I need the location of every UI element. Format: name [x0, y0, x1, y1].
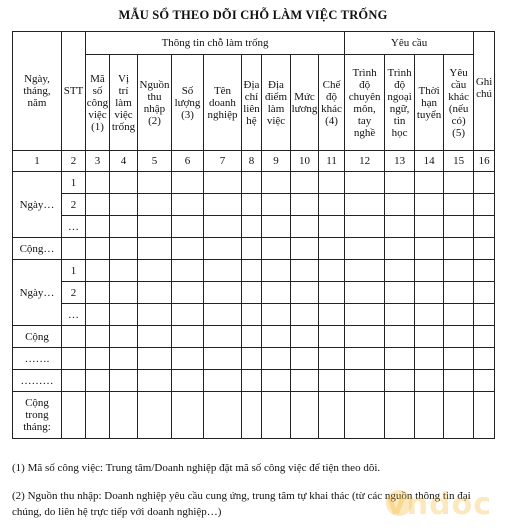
stt-cell: … [62, 216, 86, 238]
column-number: 6 [172, 151, 204, 172]
table-row [13, 326, 495, 348]
header-stt: STT [62, 32, 86, 151]
header-language-it-level: Trình độ ngoại ngữ, tin học [385, 55, 415, 151]
header-company-name: Tên doanh nghiệp [204, 55, 242, 151]
header-other-benefits: Chế độ khác (4) [319, 55, 345, 151]
column-number: 11 [319, 151, 345, 172]
column-number: 10 [291, 151, 319, 172]
column-number: 4 [110, 151, 138, 172]
table-row [13, 238, 495, 260]
stt-cell: 2 [62, 194, 86, 216]
table-row [13, 260, 495, 282]
stt-cell: 1 [62, 172, 86, 194]
header-other-requirements: Yêu cầu khác (nếu có) (5) [444, 55, 474, 151]
column-number: 16 [474, 151, 495, 172]
header-group-requirements: Yêu cầu [345, 32, 474, 55]
header-salary: Mức lương [291, 55, 319, 151]
vacancy-tracking-table [12, 31, 495, 439]
table-row-monthly-total [13, 392, 495, 439]
header-vacant-position: Vị trí làm việc trống [110, 55, 138, 151]
header-date: Ngày, tháng, năm [13, 32, 62, 151]
page-title: MẪU SỔ THEO DÕI CHỖ LÀM VIỆC TRỐNG [118, 8, 388, 22]
header-quantity: Số lượng (3) [172, 55, 204, 151]
table-row [13, 282, 495, 304]
column-number: 5 [138, 151, 172, 172]
header-note: Ghi chú [474, 32, 495, 151]
header-income-source: Nguồn thu nhập (2) [138, 55, 172, 151]
column-number: 1 [13, 151, 62, 172]
footnote-job-code: (1) Mã số công việc: Trung tâm/Doanh nghiệp đặt mã số công việc để tiện theo dõi. [12, 462, 381, 474]
stt-cell: 1 [62, 260, 86, 282]
date-cell: Ngày… [13, 260, 62, 326]
footnote-income-source: (2) Nguồn thu nhập: Doanh nghiệp yêu cầu cung ứng, trung tâm tự khai thác (từ các nguồn thông tin đại chúng, do liên hệ trực tiếp với doanh nghiệp…) [12, 490, 471, 518]
column-number: 3 [86, 151, 110, 172]
table-row [13, 370, 495, 392]
column-number: 9 [262, 151, 291, 172]
column-number: 7 [204, 151, 242, 172]
table-row [13, 216, 495, 238]
header-group-row [13, 32, 495, 55]
watermark-text: vndoc [386, 487, 492, 522]
header-contact-address: Địa chỉ liên hệ [242, 55, 262, 151]
table-row [13, 194, 495, 216]
header-work-location: Địa điểm làm việc [262, 55, 291, 151]
date-cell: Ngày… [13, 172, 62, 238]
subtotal-cell: Cộng [13, 326, 62, 348]
column-number-row [13, 151, 495, 172]
table-row [13, 348, 495, 370]
ellipsis-cell: ……. [13, 348, 62, 370]
column-number: 14 [415, 151, 444, 172]
table-row [13, 172, 495, 194]
ellipsis-cell: ……… [13, 370, 62, 392]
stt-cell: … [62, 304, 86, 326]
header-group-vacancy: Thông tin chỗ làm trống [86, 32, 345, 55]
table-row [13, 304, 495, 326]
header-recruitment-deadline: Thời hạn tuyển [415, 55, 444, 151]
monthly-total-cell: Cộng trong tháng: [13, 392, 62, 439]
subtotal-cell: Cộng… [13, 238, 62, 260]
column-number: 12 [345, 151, 385, 172]
stt-cell: 2 [62, 282, 86, 304]
column-number: 8 [242, 151, 262, 172]
header-job-code: Mã số công việc (1) [86, 55, 110, 151]
column-number: 15 [444, 151, 474, 172]
column-number: 13 [385, 151, 415, 172]
header-professional-level: Trình độ chuyên môn, tay nghề [345, 55, 385, 151]
column-number: 2 [62, 151, 86, 172]
header-column-row [13, 55, 495, 151]
